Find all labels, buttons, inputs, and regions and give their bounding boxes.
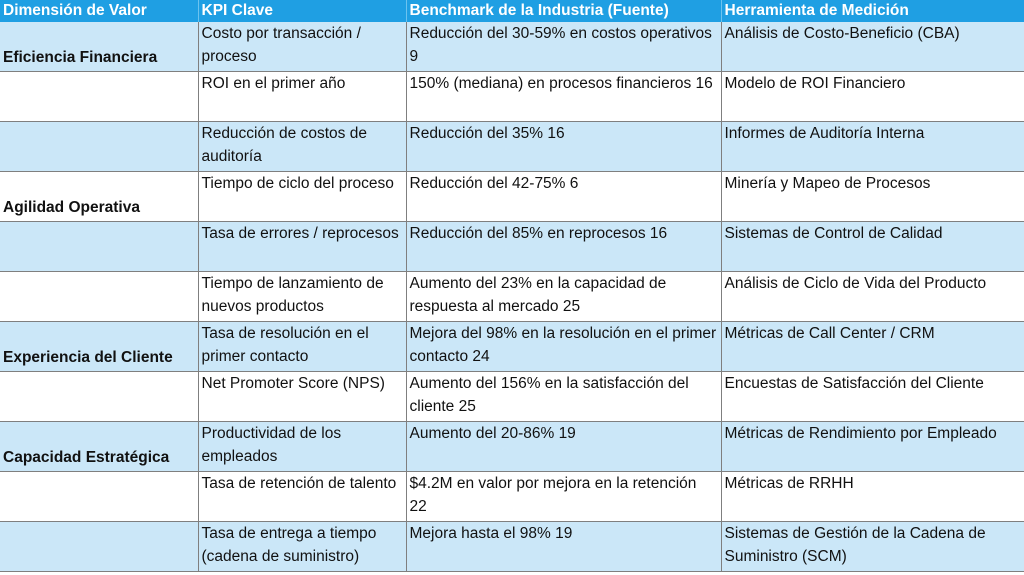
benchmark-cell: Aumento del 156% en la satisfacción del cliente 25 xyxy=(406,372,721,422)
table-row xyxy=(0,122,1024,172)
kpi-cell: Tasa de resolución en el primer contacto xyxy=(198,322,406,372)
header-benchmark: Benchmark de la Industria (Fuente) xyxy=(406,0,721,22)
tool-cell: Métricas de RRHH xyxy=(721,472,1024,522)
kpi-cell: Costo por transacción / proceso xyxy=(198,22,406,72)
kpi-cell: Tasa de errores / reprocesos xyxy=(198,222,406,272)
tool-cell: Análisis de Ciclo de Vida del Producto xyxy=(721,272,1024,322)
kpi-cell: Tiempo de ciclo del proceso xyxy=(198,172,406,222)
table-row xyxy=(0,372,1024,422)
header-row xyxy=(0,0,1024,22)
table-row xyxy=(0,472,1024,522)
kpi-cell: Tasa de retención de talento xyxy=(198,472,406,522)
kpi-cell: Tiempo de lanzamiento de nuevos productos xyxy=(198,272,406,322)
tool-cell: Informes de Auditoría Interna xyxy=(721,122,1024,172)
table-row xyxy=(0,272,1024,322)
dimension-cell xyxy=(0,372,198,422)
dimension-cell xyxy=(0,272,198,322)
header-tool: Herramienta de Medición xyxy=(721,0,1024,22)
dimension-cell xyxy=(0,72,198,122)
kpi-cell: Reducción de costos de auditoría xyxy=(198,122,406,172)
benchmark-cell: Mejora hasta el 98% 19 xyxy=(406,522,721,572)
benchmark-cell: Reducción del 42-75% 6 xyxy=(406,172,721,222)
tool-cell: Métricas de Rendimiento por Empleado xyxy=(721,422,1024,472)
table-row xyxy=(0,172,1024,222)
tool-cell: Métricas de Call Center / CRM xyxy=(721,322,1024,372)
kpi-cell: Productividad de los empleados xyxy=(198,422,406,472)
table-row xyxy=(0,422,1024,472)
tool-cell: Encuestas de Satisfacción del Cliente xyxy=(721,372,1024,422)
tool-cell: Análisis de Costo-Beneficio (CBA) xyxy=(721,22,1024,72)
kpi-cell: Net Promoter Score (NPS) xyxy=(198,372,406,422)
benchmark-cell: $4.2M en valor por mejora en la retención 22 xyxy=(406,472,721,522)
kpi-cell: ROI en el primer año xyxy=(198,72,406,122)
tool-cell: Sistemas de Gestión de la Cadena de Suministro (SCM) xyxy=(721,522,1024,572)
header-dimension: Dimensión de Valor xyxy=(0,0,198,22)
table-row xyxy=(0,22,1024,72)
table-row xyxy=(0,322,1024,372)
table-row xyxy=(0,72,1024,122)
kpi-cell: Tasa de entrega a tiempo (cadena de suministro) xyxy=(198,522,406,572)
benchmark-cell: Reducción del 85% en reprocesos 16 xyxy=(406,222,721,272)
dimension-cell: Eficiencia Financiera xyxy=(0,22,198,72)
benchmark-cell: Reducción del 30-59% en costos operativos 9 xyxy=(406,22,721,72)
table-row xyxy=(0,222,1024,272)
dimension-cell xyxy=(0,122,198,172)
table-row xyxy=(0,522,1024,572)
benchmark-cell: Mejora del 98% en la resolución en el primer contacto 24 xyxy=(406,322,721,372)
header-kpi: KPI Clave xyxy=(198,0,406,22)
dimension-cell xyxy=(0,472,198,522)
dimension-cell: Experiencia del Cliente xyxy=(0,322,198,372)
dimension-cell: Agilidad Operativa xyxy=(0,172,198,222)
benchmark-cell: Aumento del 20-86% 19 xyxy=(406,422,721,472)
benchmark-cell: Reducción del 35% 16 xyxy=(406,122,721,172)
tool-cell: Minería y Mapeo de Procesos xyxy=(721,172,1024,222)
dimension-cell: Capacidad Estratégica xyxy=(0,422,198,472)
dimension-cell xyxy=(0,222,198,272)
benchmark-cell: 150% (mediana) en procesos financieros 16 xyxy=(406,72,721,122)
tool-cell: Modelo de ROI Financiero xyxy=(721,72,1024,122)
benchmark-cell: Aumento del 23% en la capacidad de respuesta al mercado 25 xyxy=(406,272,721,322)
dimension-cell xyxy=(0,522,198,572)
tool-cell: Sistemas de Control de Calidad xyxy=(721,222,1024,272)
